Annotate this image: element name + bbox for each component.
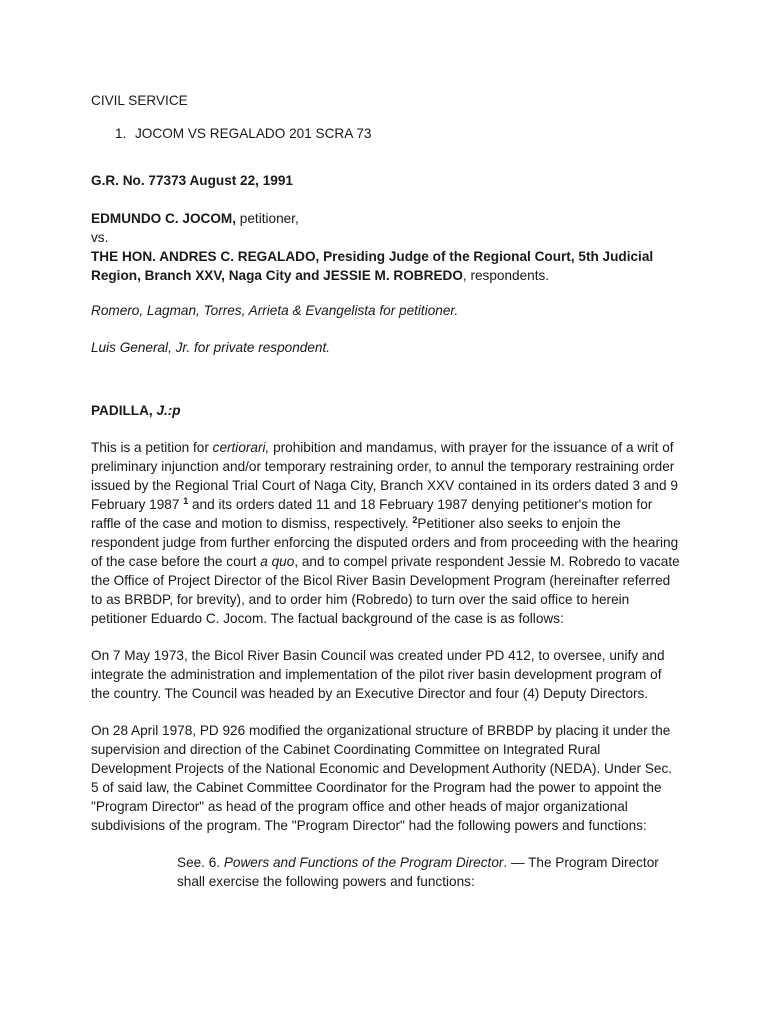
block-quote — [91, 853, 681, 891]
list-text: JOCOM VS REGALADO 201 SCRA 73 — [135, 126, 372, 141]
footnote-ref-2: 2 — [412, 515, 418, 525]
section-heading: CIVIL SERVICE — [91, 93, 188, 108]
para1-text-c: prohibition and mandamus, with prayer for the issuance of a writ of preliminary injunction and/or temporary restraining order, to annul the temporary restraining order issued by the Regional Trial Court of Naga City, Branch XXV contained in its orders dated 3 and 9 February 1987 — [91, 440, 678, 512]
case-number: G.R. No. 77373 August 22, 1991 — [91, 173, 293, 188]
footnote-ref-1: 1 — [183, 496, 189, 506]
para1-text-g: , and to compel private respondent Jessie M. Robredo to vacate the Office of Project Director of the Bicol River Basin Development Program (hereinafter referred to as BRBDP, for brevity), and to order him (Robredo) to turn over the said office to herein petitioner Eduardo C. Jocom. The factual background of the case is as follows: — [91, 554, 680, 626]
list-number: 1. — [115, 126, 127, 141]
document-page — [91, 91, 681, 891]
ponente-title: J.:p — [152, 403, 181, 418]
versus: vs. — [91, 230, 109, 245]
para1-certiorari: certiorari, — [212, 440, 270, 455]
para1-text-a: This is a petition for — [91, 440, 213, 455]
petitioner-name: EDMUNDO C. JOCOM, — [91, 211, 237, 226]
ponente-name: PADILLA, — [91, 403, 153, 418]
counsel-petitioner: Romero, Lagman, Torres, Arrieta & Evangelista for petitioner. — [91, 303, 459, 318]
parties-block — [91, 209, 681, 285]
ponente — [91, 401, 681, 420]
paragraph-1 — [91, 438, 681, 628]
quote-section-title: Powers and Functions of the Program Director — [223, 855, 504, 870]
petitioner-role: petitioner, — [236, 211, 299, 226]
para1-text-d: and its orders dated 11 and 18 February 1987 denying petitioner's motion for raffle of the case and motion to dismiss, respectively. — [91, 497, 653, 531]
quote-text-c: . — The Program Director shall exercise the following powers and functions: — [177, 855, 659, 889]
paragraph-3: On 28 April 1978, PD 926 modified the organizational structure of BRBDP by placing it under the supervision and direction of the Cabinet Coordinating Committee on Integrated Rural Development Projects of the National Economic and Development Authority (NEDA). Under Sec. 5 of said law, the Cabinet Committee Coordinator for the Program had the power to appoint the "Program Director" as head of the program office and other heads of major organizational subdivisions of the program. The "Program Director" had the following powers and functions: — [91, 723, 673, 833]
respondents-role: , respondents. — [462, 268, 550, 283]
para1-text-e: Petitioner also seeks to enjoin the respondent judge from further enforcing the disputed orders and from proceeding with the hearing of the case before the court — [91, 516, 679, 569]
respondents-names: THE HON. ANDRES C. REGALADO, Presiding Judge of the Regional Court, 5th Judicial Region, Branch XXV, Naga City and JESSIE M. ROBREDO — [91, 249, 654, 283]
list-item — [91, 124, 681, 143]
counsel-respondent: Luis General, Jr. for private respondent. — [91, 340, 331, 355]
paragraph-2: On 7 May 1973, the Bicol River Basin Council was created under PD 412, to oversee, unify and integrate the administration and implementation of the pilot river basin development program of the country. The Council was headed by an Executive Director and four (4) Deputy Directors. — [91, 648, 665, 701]
quote-text-a: See. 6. — [177, 855, 224, 870]
para1-a-quo: a quo — [260, 554, 295, 569]
